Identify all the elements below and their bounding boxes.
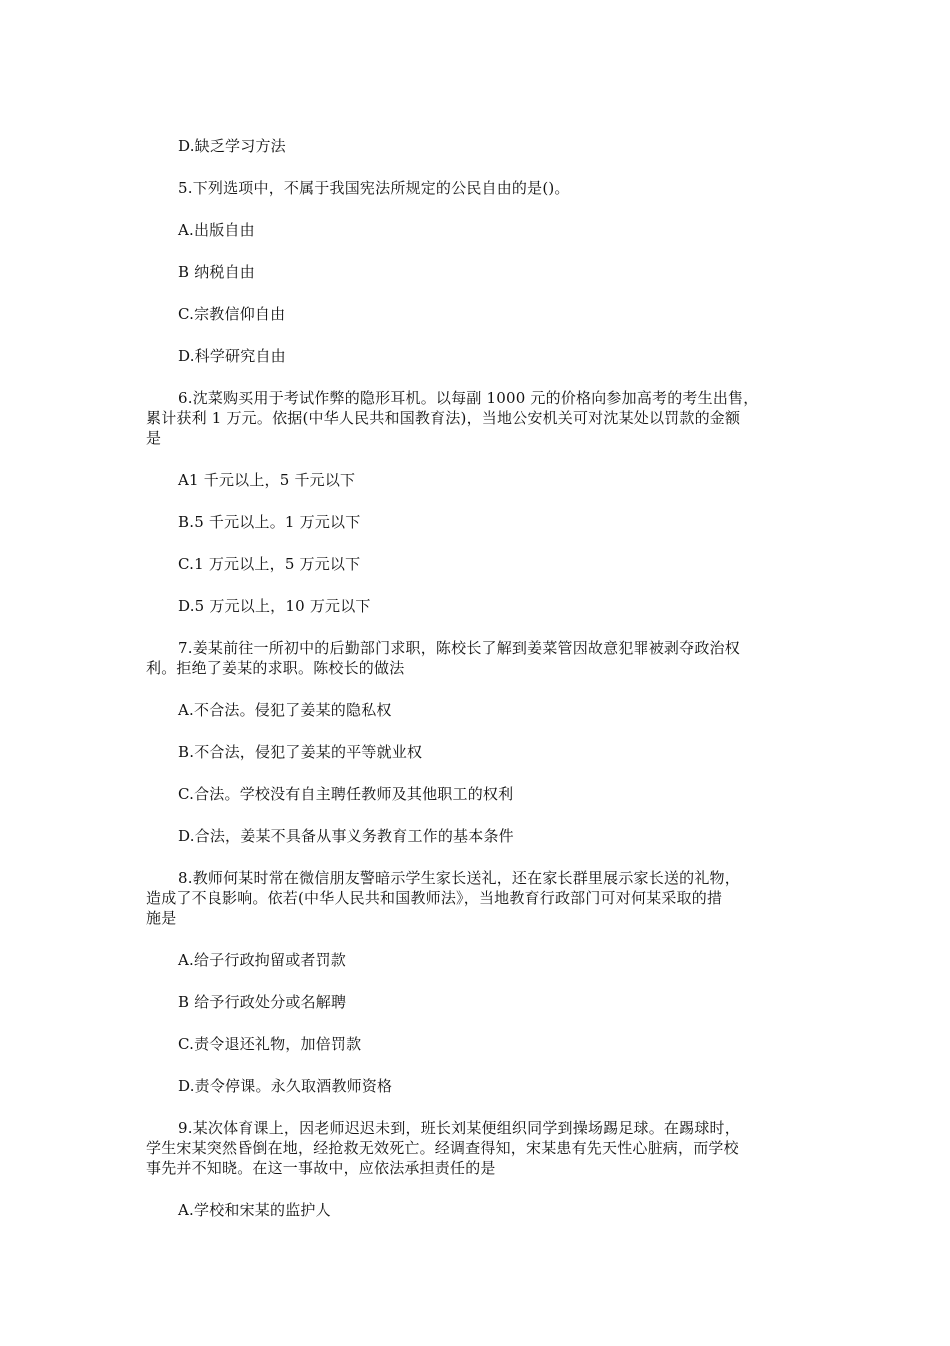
question-8-line-2: 造成了不良影响。依若(中华人民共和国教师法》，当地教育行政部门可对何某采取的措 — [146, 889, 723, 907]
option-6d: D.5 万元以上，10 万元以下 — [178, 597, 371, 615]
question-9-line-2: 学生宋某突然昏倒在地，经抢救无效死亡。经调查得知，宋某患有先天性心脏病，而学校 — [146, 1139, 739, 1157]
option-6a: A1 千元以上，5 千元以下 — [178, 471, 356, 489]
question-5 — [146, 178, 810, 198]
question-7-line-1: 7.姜某前往一所初中的后勤部门求职，陈校长了解到姜菜管因故意犯罪被剥夺政治权 — [178, 639, 740, 657]
option-8d: D.责令停课。永久取酒教师资格 — [178, 1077, 393, 1095]
option-8c: C.责令退还礼物，加倍罚款 — [178, 1035, 362, 1053]
option-7c: C.合法。学校没有自主聘任教师及其他职工的权利 — [178, 785, 514, 803]
option-5a: A.出版自由 — [178, 221, 255, 239]
question-8 — [146, 868, 810, 928]
question-7-line-2: 利。拒绝了姜某的求职。陈校长的做法 — [146, 659, 405, 677]
option-5c: C.宗教信仰自由 — [178, 305, 286, 323]
question-6-line-3: 是 — [146, 429, 162, 447]
option-7b: B.不合法，侵犯了姜某的平等就业权 — [178, 743, 423, 761]
option-5d: D.科学研究自由 — [178, 347, 286, 365]
question-8-line-1: 8.教师何某时常在微信朋友警暗示学生家长送礼，还在家长群里展示家长送的礼物， — [178, 869, 740, 887]
option-8a: A.给子行政拘留或者罚款 — [178, 951, 347, 969]
question-8-line-3: 施是 — [146, 909, 177, 927]
question-6-line-2: 累计获利 1 万元。依据(中华人民共和国教育法)，当地公安机关可对沈某处以罚款的金额 — [146, 409, 741, 427]
question-9-line-1: 9.某次体育课上，因老师迟迟未到，班长刘某便组织同学到操场踢足球。在踢球时， — [178, 1119, 740, 1137]
question-6 — [146, 388, 810, 448]
option-7a: A.不合法。侵犯了姜某的隐私权 — [178, 701, 392, 719]
question-7 — [146, 638, 810, 678]
question-6-line-1: 6.沈菜购买用于考试作弊的隐形耳机。以每副 1000 元的价格向参加高考的考生出售， — [178, 389, 759, 407]
option-5b: B 纳税自由 — [178, 263, 255, 281]
question-9 — [146, 1118, 810, 1178]
question-9-line-3: 事先并不知晓。在这一事故中，应依法承担责任的是 — [146, 1159, 496, 1177]
option-6c: C.1 万元以上，5 万元以下 — [178, 555, 361, 573]
option-6b: B.5 千元以上。1 万元以下 — [178, 513, 361, 531]
option-4d: D.缺乏学习方法 — [178, 137, 286, 155]
question-5-line-1: 5.下列选项中，不属于我国宪法所规定的公民自由的是()。 — [178, 179, 570, 197]
document-body — [146, 136, 810, 1242]
option-7d: D.合法，姜某不具备从事义务教育工作的基本条件 — [178, 827, 514, 845]
option-9a: A.学校和宋某的监护人 — [178, 1201, 331, 1219]
option-8b: B 给予行政处分或名解聘 — [178, 993, 347, 1011]
